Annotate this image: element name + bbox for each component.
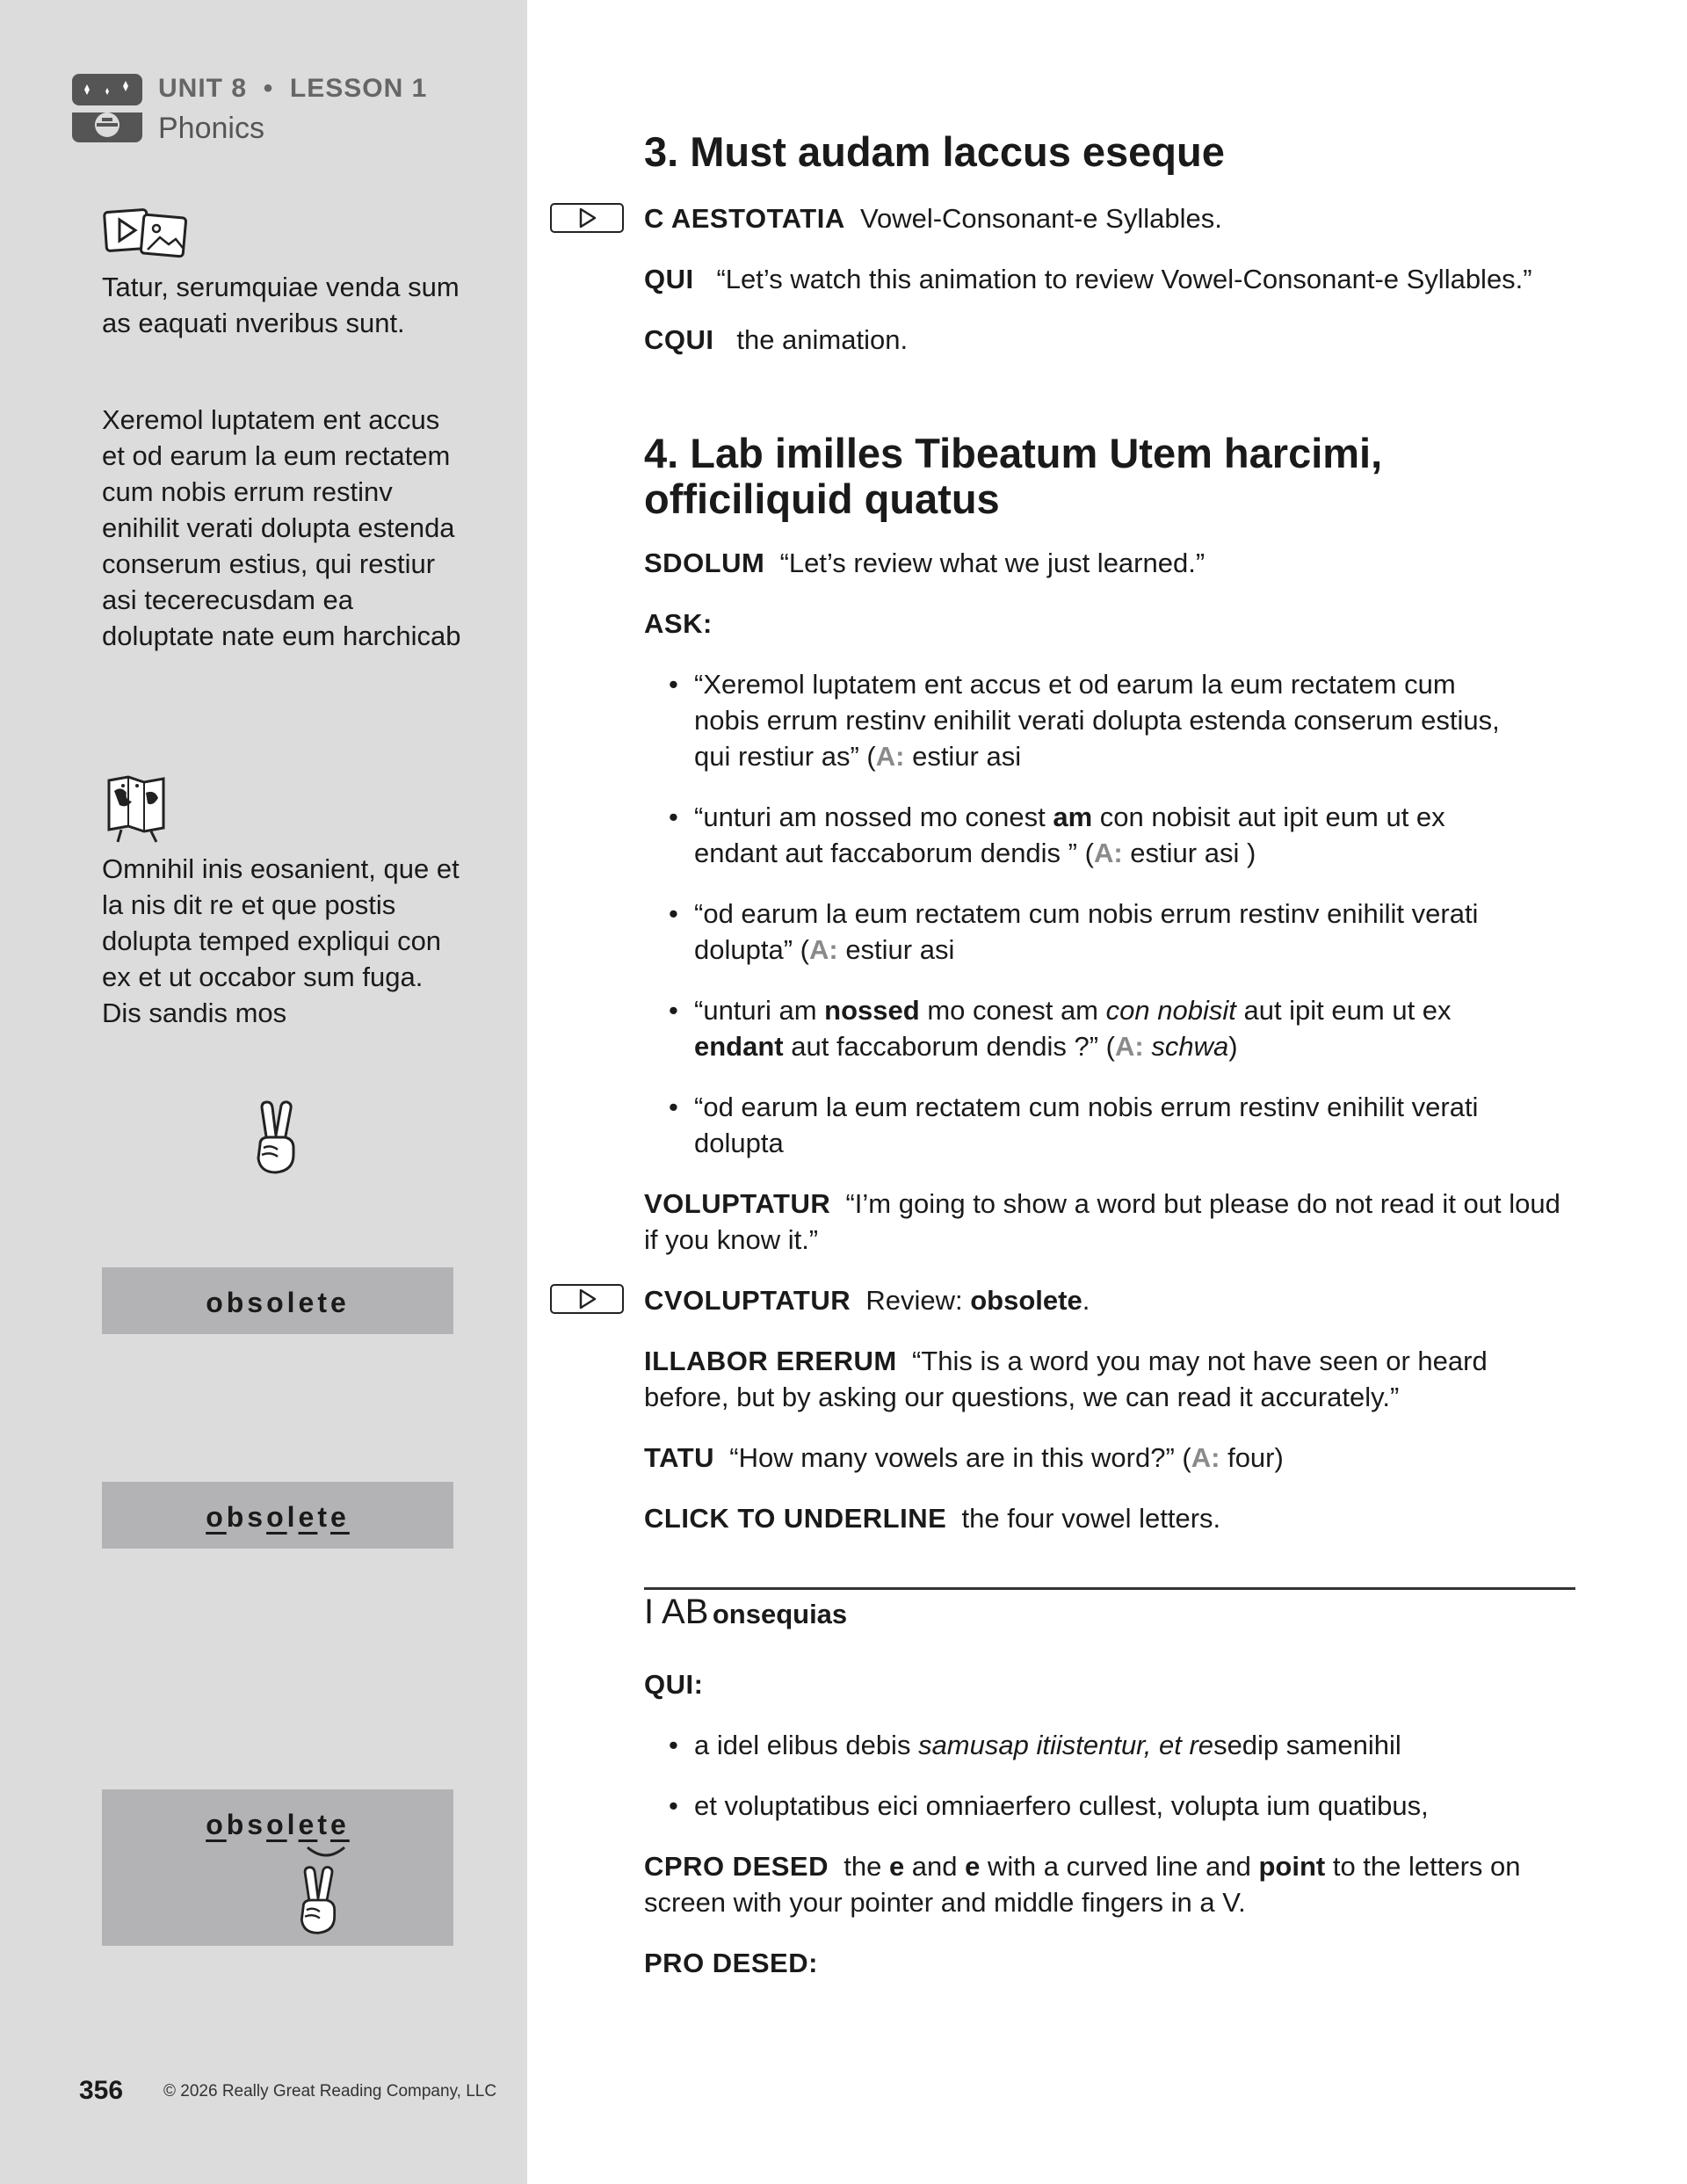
sidebar-note-2: Xeremol luptatem ent accus et od earum la eum rectatem cum nobis errum restinv enihilit verati dolupta estenda conserum estius, qui restiur asi tecerecusdam ea doluptate nate eum harchicab [102, 404, 461, 651]
curved-line-icon [304, 1844, 348, 1861]
list-item: • “Xeremol luptatem ent accus et od earum la eum rectatem cum nobis errum restinv enihilit verati dolupta estenda conserum estius, qui restiur as” (A: estiur asi [669, 669, 1500, 772]
list-item: • “od earum la eum rectatem cum nobis errum restinv enihilit verati dolupta [669, 1092, 1479, 1158]
unit-lesson-label: UNIT 8 • LESSON 1 [158, 74, 428, 103]
section-divider [644, 1587, 1575, 1590]
video-image-icon [102, 207, 188, 258]
subject-label: Phonics [158, 112, 264, 145]
word-card-curved: obsolete [102, 1789, 453, 1946]
play-icon [576, 1288, 597, 1310]
instruction-illabor: ILLABOR ERERUM “This is a word you may not have seen or heard before, but by asking our questions, we can read it accurately.” [644, 1346, 1488, 1412]
list-item: • a idel elibus debis samusap itiistentur, et resedip samenihil [669, 1730, 1401, 1760]
play-icon [576, 207, 597, 229]
peace-hand-icon [293, 1863, 343, 1937]
play-review-button[interactable] [550, 1284, 624, 1314]
instruction-click-underline: CLICK TO UNDERLINE the four vowel letters. [644, 1503, 1221, 1534]
section-4-heading: 4. Lab imilles Tibeatum Utem harcimi, officiliquid quatus [644, 430, 1383, 522]
word-card-underlined: obsolete [102, 1482, 453, 1549]
sidebar-note-1: Tatur, serumquiae venda sum as eaquati nveribus sunt. [102, 272, 460, 338]
ask-label: ASK: [644, 608, 713, 639]
list-item: • “unturi am nossed mo conest am con nobisit aut ipit eum ut ex endant aut faccaborum dendis ” (A: estiur asi ) [669, 802, 1445, 868]
stars-face-icon [72, 74, 142, 142]
qui-label: QUI: [644, 1669, 704, 1700]
play-animation-button[interactable] [550, 203, 624, 233]
peace-hand-icon [250, 1100, 302, 1174]
word-card-plain: obsolete [102, 1267, 453, 1334]
instruction-aestotatia: C AESTOTATIA Vowel-Consonant-e Syllables. [644, 203, 1222, 234]
copyright: © 2026 Really Great Reading Company, LLC [163, 2082, 497, 2101]
list-item: • “od earum la eum rectatem cum nobis errum restinv enihilit verati dolupta” (A: estiur asi [669, 898, 1479, 965]
list-item: • et voluptatibus eici omniaerfero cullest, volupta ium quatibus, [669, 1790, 1429, 1821]
list-item: • “unturi am nossed mo conest am con nobisit aut ipit eum ut ex endant aut faccaborum dendis ?” (A: schwa) [669, 995, 1452, 1062]
sidebar-note-3: Omnihil inis eosanient, que et la nis dit re et que postis dolupta temped expliqui con ex et ut occabor sum fuga. Dis sandis mos [102, 853, 460, 1028]
page-number: 356 [79, 2076, 124, 2105]
section-3-heading: 3. Must audam laccus eseque [644, 128, 1225, 175]
instruction-voluptatur: VOLUPTATUR “I’m going to show a word but please do not read it out loud if you know it.” [644, 1188, 1560, 1255]
section-5-heading: I AB onsequias [644, 1593, 848, 1631]
instruction-cpro-desed: CPRO DESED the e and e with a curved line and point to the letters on screen with your pointer and middle fingers in a V. [644, 1851, 1521, 1918]
instruction-cvoluptatur: CVOLUPTATUR Review: obsolete. [644, 1285, 1090, 1316]
sidebar [0, 0, 527, 2184]
map-character-icon [102, 773, 170, 844]
pro-desed-label: PRO DESED: [644, 1948, 818, 1978]
instruction-cqui: CQUI the animation. [644, 324, 909, 355]
instruction-tatu: TATU “How many vowels are in this word?” (A: four) [644, 1442, 1284, 1473]
instruction-sdolum: SDOLUM “Let’s review what we just learned.” [644, 548, 1206, 578]
instruction-qui: QUI “Let’s watch this animation to review Vowel-Consonant-e Syllables.” [644, 264, 1532, 294]
